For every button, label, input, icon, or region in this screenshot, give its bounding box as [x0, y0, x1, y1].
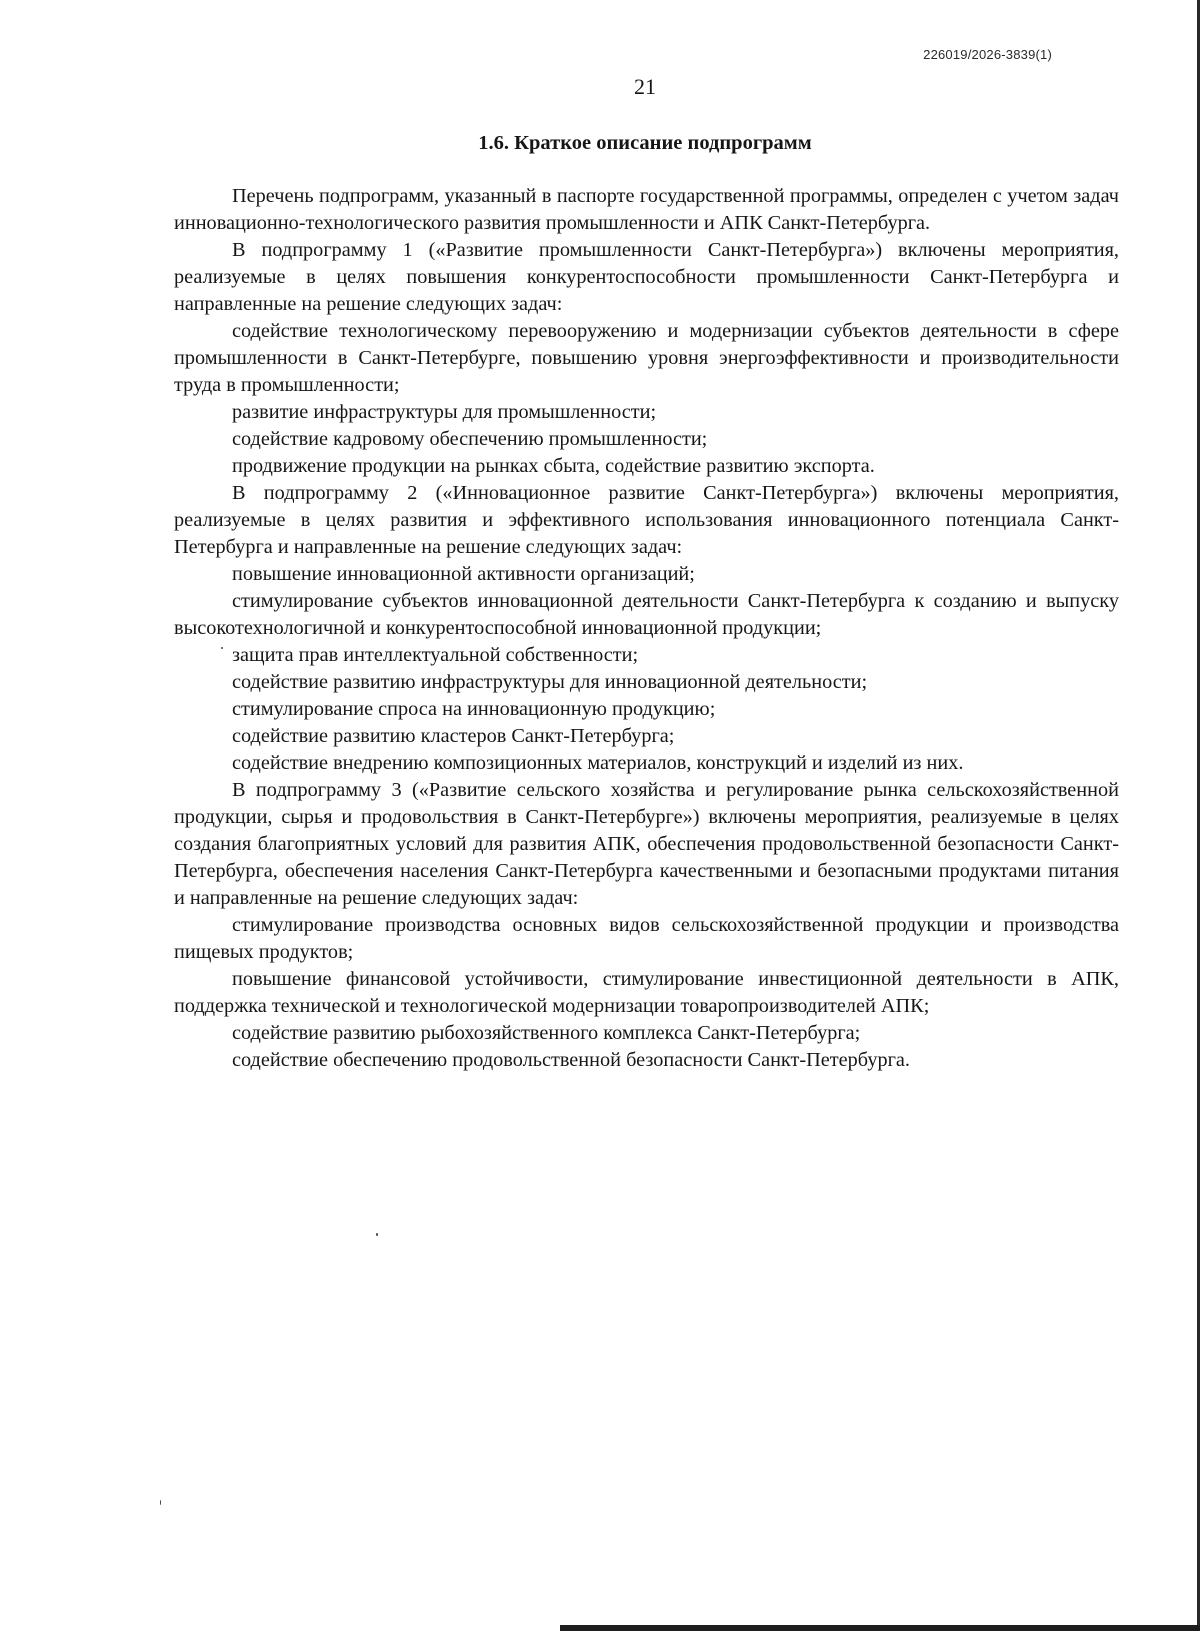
scan-speck [160, 1500, 161, 1505]
paragraph: Перечень подпрограмм, указанный в паспорте государственной программы, определен с учетом задач инновационно-технологического развития промышленности и АПК Санкт-Петербурга. [174, 185, 1119, 234]
paragraph: содействие развитию рыбохозяйственного комплекса Санкт-Петербурга; [232, 1022, 861, 1044]
paragraph: содействие развитию кластеров Санкт-Петербурга; [232, 725, 675, 747]
page-number: 21 [634, 74, 656, 99]
paragraph: повышение финансовой устойчивости, стимулирование инвестиционной деятельности в АПК, поддержка технической и технологической модернизации товаропроизводителей АПК; [174, 968, 1119, 1017]
paragraph: продвижение продукции на рынках сбыта, содействие развитию экспорта. [232, 455, 875, 477]
scan-edge-bottom [560, 1625, 1200, 1631]
paragraph: стимулирование спроса на инновационную продукцию; [232, 698, 716, 720]
document-id-stamp: 226019/2026-3839(1) [923, 47, 1052, 62]
paragraph: стимулирование производства основных видов сельскохозяйственной продукции и производства пищевых продуктов; [174, 914, 1119, 963]
paragraph: содействие обеспечению продовольственной безопасности Санкт-Петербурга. [232, 1049, 911, 1071]
paragraph: содействие кадровому обеспечению промышленности; [232, 428, 708, 450]
section-title: 1.6. Краткое описание подпрограмм [478, 132, 812, 154]
paragraph: В подпрограмму 1 («Развитие промышленности Санкт-Петербурга») включены мероприятия, реализуемые в целях повышения конкурентоспособности промышленности Санкт-Петербурга и направленные на решение следующих задач: [174, 239, 1119, 315]
paragraph: В подпрограмму 2 («Инновационное развитие Санкт-Петербурга») включены мероприятия, реализуемые в целях развития и эффективного использования инновационного потенциала Санкт-Петербурга и направленные на решение следующих задач: [174, 482, 1119, 558]
scan-speck [221, 647, 223, 649]
paragraph: содействие развитию инфраструктуры для инновационной деятельности; [232, 671, 868, 693]
paragraph: повышение инновационной активности организаций; [232, 563, 695, 585]
paragraph: защита прав интеллектуальной собственности; [232, 644, 639, 666]
paragraph: В подпрограмму 3 («Развитие сельского хозяйства и регулирование рынка сельскохозяйственной продукции, сырья и продовольствия в Санкт-Петербурге») включены мероприятия, реализуемые в целях создания благоприятных условий для развития АПК, обеспечения продовольственной безопасности Санкт-Петербурга, обеспечения населения Санкт-Петербурга качественными и безопасными продуктами питания и направленные на решение следующих задач: [174, 779, 1119, 909]
body-text [174, 183, 1119, 1074]
paragraph: стимулирование субъектов инновационной деятельности Санкт-Петербурга к созданию и выпуску высокотехнологичной и конкурентоспособной инновационной продукции; [174, 590, 1119, 639]
paragraph: содействие внедрению композиционных материалов, конструкций и изделий из них. [232, 752, 964, 774]
paragraph: развитие инфраструктуры для промышленности; [232, 401, 657, 423]
scan-speck [376, 1233, 378, 1236]
paragraph: содействие технологическому перевооружению и модернизации субъектов деятельности в сфере промышленности в Санкт-Петербурге, повышению уровня энергоэффективности и производительности труда в промышленности; [174, 320, 1119, 396]
